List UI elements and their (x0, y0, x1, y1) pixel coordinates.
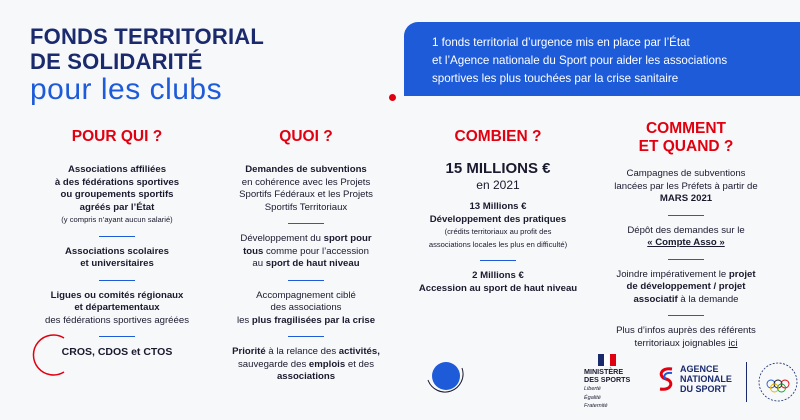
quoi-item-1 (208, 164, 404, 214)
pour-qui-item-2 (22, 246, 212, 271)
text-line: lancées par les Préfets à partir de (614, 180, 758, 192)
text-part: comme pour l’accession (263, 245, 369, 257)
heading-line: ET QUAND ? (638, 138, 734, 155)
ministere-des-sports-logo (584, 354, 630, 409)
decorative-blue-dot (426, 356, 466, 396)
text-line: Accession au sport de haut niveau (418, 282, 578, 294)
note-text: (y compris n’ayant aucun salarié) (61, 215, 173, 224)
logo-motto: Égalité (584, 394, 601, 401)
logo-text: DES SPORTS (584, 375, 631, 385)
separator (288, 223, 324, 224)
logos-strip (574, 354, 800, 420)
ans-s-icon (656, 365, 676, 393)
combien-heading: COMBIEN ? (454, 128, 542, 145)
combien-part-1 (400, 201, 596, 251)
text-line: Plus d’infos auprès des référents (616, 325, 756, 336)
quoi-item-4 (208, 346, 404, 384)
decorative-red-dot (389, 94, 396, 101)
combien-part-2 (400, 270, 596, 295)
logo-text: DU SPORT (680, 384, 727, 394)
comment-heading (588, 120, 784, 156)
text-line: des fédérations sportives agréées (45, 314, 189, 326)
text-part: au (252, 258, 266, 269)
separator (99, 236, 135, 237)
title-line-3: pour les clubs (30, 73, 223, 106)
logo-text: NATIONALE (680, 374, 732, 384)
pour-qui-heading: POUR QUI ? (71, 128, 163, 145)
quoi-item-2 (208, 233, 404, 271)
text-part: territoriaux joignables (634, 337, 729, 349)
separator (288, 336, 324, 337)
text-line: 13 Millions € (469, 201, 527, 212)
text-part: Développement du (240, 233, 324, 244)
separator (480, 260, 516, 261)
text-part: et des (345, 358, 374, 370)
text-line: associations (276, 371, 336, 382)
pour-qui-item-1 (22, 164, 212, 227)
text-line: Dépôt des demandes sur le (627, 224, 745, 236)
text-line: des associations (270, 302, 342, 313)
banner-line-1: 1 fonds territorial d’urgence mis en place par l’État (432, 36, 690, 49)
logo-motto: Liberté (584, 386, 601, 393)
text-part: à la demande (677, 293, 739, 305)
text-line: agréés par l’État (79, 201, 155, 213)
logo-text: MINISTÈRE (584, 367, 624, 376)
note-text: associations locales les plus en difficulté) (428, 239, 568, 249)
text-line: et départementaux (74, 302, 160, 313)
text-line: 2 Millions € (472, 270, 524, 281)
text-part: tous (243, 245, 264, 257)
text-line: en cohérence avec les Projets (241, 176, 371, 188)
olympic-emblem-icon (756, 356, 800, 406)
compte-asso-link[interactable]: « Compte Asso » (647, 237, 725, 248)
comment-item-2 (588, 225, 784, 250)
separator (668, 215, 704, 216)
separator (99, 336, 135, 337)
text-line: MARS 2021 (659, 193, 713, 204)
text-line: Ligues ou comités régionaux (50, 289, 184, 301)
text-line: ou groupements sportifs (60, 189, 174, 200)
logo-motto: Fraternité (584, 402, 608, 409)
text-line: de développement / projet (626, 281, 746, 292)
text-part: sauvegarde des (237, 358, 309, 370)
ici-link[interactable]: ici (728, 337, 738, 349)
separator (99, 280, 135, 281)
text-part: Joindre impérativement le (616, 268, 729, 280)
text-part: projet (728, 268, 756, 280)
banner-line-2: et l’Agence nationale du Sport pour aider les associations (432, 54, 728, 67)
banner-line-3: sportives les plus touchées par la crise sanitaire (432, 72, 679, 85)
agence-nationale-du-sport-logo (656, 364, 732, 394)
text-part: activités, (338, 346, 380, 357)
logo-divider (746, 362, 747, 402)
text-line: Associations scolaires (65, 245, 169, 257)
text-part: à la relance des (265, 346, 339, 357)
pour-qui-item-3 (22, 290, 212, 328)
text-part: associatif (633, 293, 678, 305)
text-line: Accompagnement ciblé (256, 289, 356, 301)
text-part: sport pour (323, 233, 372, 244)
text-part: Priorité (232, 346, 266, 357)
text-part: emplois (308, 358, 346, 370)
page-title (30, 24, 264, 106)
text-line: Sportifs Fédéraux et les Projets (239, 189, 373, 200)
text-line: Associations affiliées (67, 164, 167, 175)
comment-item-4 (588, 325, 784, 350)
intro-banner (404, 22, 800, 96)
heading-line: COMMENT (645, 120, 727, 137)
quoi-column (208, 128, 404, 393)
text-line: à des fédérations sportives (54, 176, 180, 188)
text-line: Campagnes de subventions (626, 168, 746, 179)
title-line-2: DE SOLIDARITÉ (30, 49, 203, 74)
separator (668, 315, 704, 316)
text-part: sport de haut niveau (265, 258, 360, 269)
separator (668, 259, 704, 260)
french-flag-icon (598, 354, 616, 366)
text-line: Développement des pratiques (429, 213, 567, 225)
quoi-item-3 (208, 290, 404, 328)
title-line-1: FONDS TERRITORIAL (30, 24, 264, 49)
quoi-heading: QUOI ? (279, 128, 333, 145)
separator (288, 280, 324, 281)
text-line: et universitaires (80, 258, 154, 269)
decorative-red-arc (24, 330, 74, 380)
combien-column (400, 128, 596, 304)
text-line: Sportifs Territoriaux (264, 201, 348, 213)
text-part: plus fragilisées par la crise (251, 314, 376, 326)
text-line: CROS, CDOS et CTOS (61, 346, 173, 358)
text-line: Demandes de subventions (245, 164, 367, 175)
total-amount: 15 MILLIONS € (445, 160, 551, 177)
total-year: en 2021 (476, 178, 520, 192)
comment-item-3 (588, 269, 784, 307)
logo-text: AGENCE (680, 364, 719, 374)
note-text: (crédits territoriaux au profit des (444, 227, 552, 236)
comment-item-1 (588, 168, 784, 206)
text-part: les (236, 314, 252, 326)
comment-column (588, 120, 784, 359)
